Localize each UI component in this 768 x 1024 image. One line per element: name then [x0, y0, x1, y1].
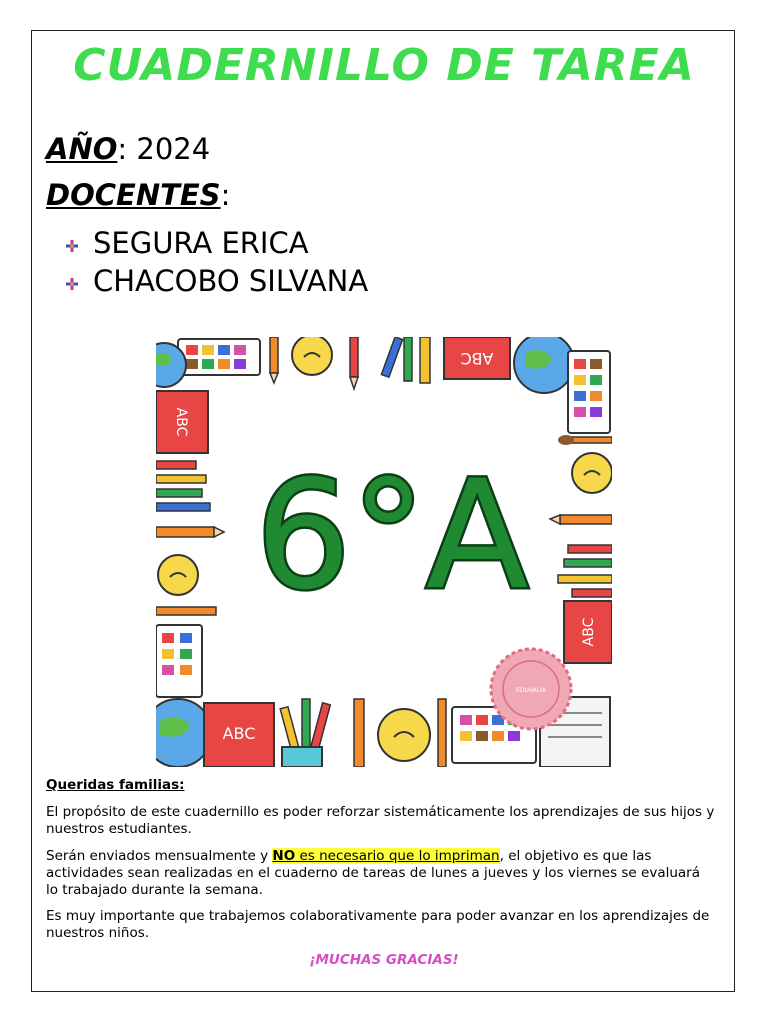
letter-paragraph-2: [46, 848, 716, 899]
teacher-item: [66, 262, 368, 300]
highlight-bold: NO: [272, 848, 296, 864]
palette-icon: [178, 339, 260, 375]
year-line: [46, 132, 210, 166]
svg-text:ABC: ABC: [173, 407, 189, 437]
teachers-colon: :: [220, 178, 231, 212]
year-value: : 2024: [117, 132, 211, 166]
p2-after: , el objetivo es que las actividades sean realizadas en el cuaderno de tareas de lunes a jueves y los viernes se evaluará lo trabajado durante la semana.: [46, 848, 700, 898]
bullet-icon: [66, 240, 78, 252]
teacher-name: SEGURA ERICA: [93, 226, 309, 260]
grade-label: 6°A: [255, 449, 529, 623]
svg-text:ABC: ABC: [222, 724, 256, 743]
teachers-line: [46, 178, 230, 212]
teachers-label: DOCENTES: [46, 178, 221, 212]
abc-book-icon: [444, 337, 510, 379]
svg-text:EDUVALIA: EDUVALIA: [516, 687, 546, 694]
letter-paragraph-1: El propósito de este cuadernillo es poder reforzar sistemáticamente los aprendizajes de sus hijos y nuestros estudiantes.: [46, 804, 715, 837]
teachers-list: [66, 224, 368, 300]
pencil-icon: [438, 699, 446, 767]
pencil-icon: [354, 699, 364, 767]
highlight-rest: es necesario que lo impriman: [295, 848, 500, 864]
lightbulb-icon: [378, 709, 430, 761]
paintbrush-icon: [558, 435, 612, 445]
letter-paragraph-3: Es muy importante que trabajemos colaborativamente para poder avanzar en los aprendizajes de nuestros niños.: [46, 908, 710, 941]
thanks-line: ¡MUCHAS GRACIAS!: [309, 952, 459, 968]
abc-book-icon: [156, 391, 208, 453]
grade-illustration: [156, 337, 612, 767]
p2-before: Serán enviados mensualmente y: [46, 848, 273, 864]
lightbulb-icon: [572, 453, 612, 493]
palette-icon: [156, 625, 202, 697]
teacher-name: CHACOBO SILVANA: [93, 264, 369, 298]
year-label: AÑO: [46, 132, 118, 166]
svg-text:ABC: ABC: [460, 349, 494, 368]
lightbulb-icon: [292, 337, 332, 375]
abc-book-icon: [564, 601, 612, 663]
stamp-seal: [491, 649, 571, 729]
palette-icon: [568, 351, 610, 433]
letter-greeting: Queridas familias:: [46, 777, 185, 793]
abc-book-icon: [204, 703, 274, 767]
pencil-cup-icon: [280, 699, 330, 767]
lightbulb-icon: [158, 555, 198, 595]
svg-text:ABC: ABC: [581, 617, 597, 647]
document-title: CUADERNILLO DE TAREA: [73, 40, 695, 91]
teacher-item: [66, 224, 368, 262]
bullet-icon: [66, 278, 78, 290]
highlighted-notice: [272, 848, 499, 864]
